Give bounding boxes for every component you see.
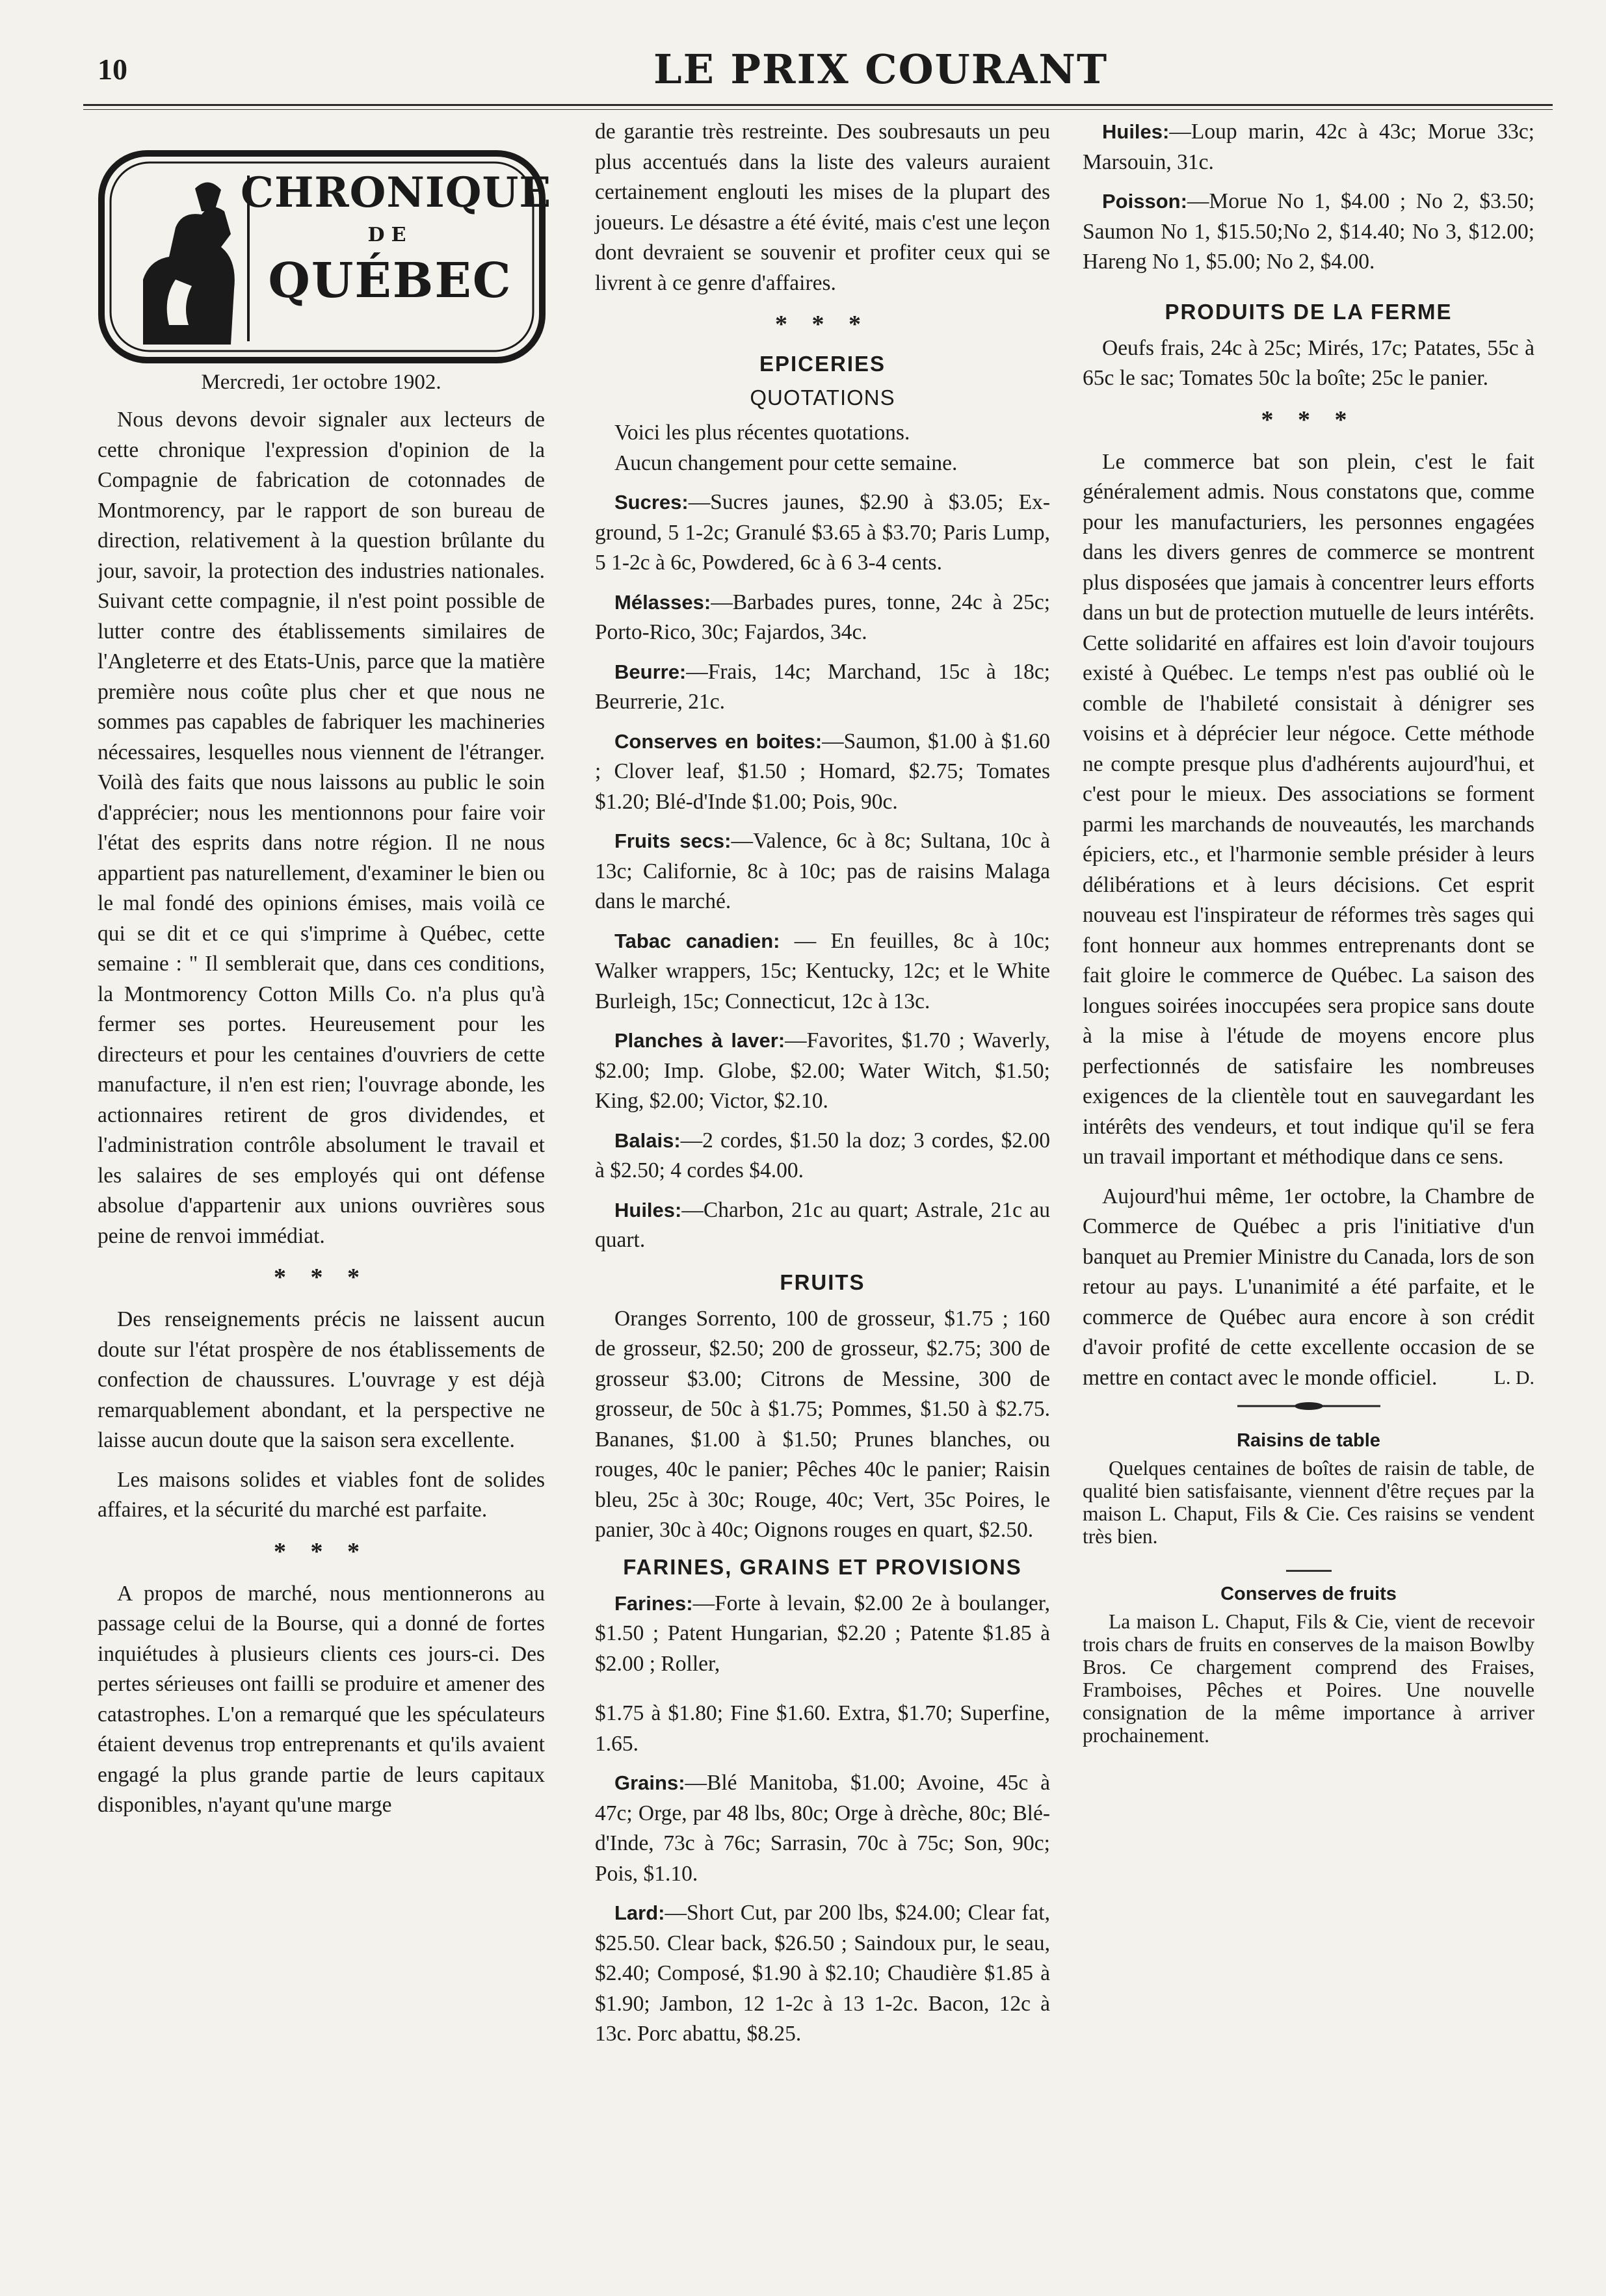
price-text: —Morue No 1, $4.00 ; No 2, $3.50; Saumon No 1, $15.50;No 2, $14.40; No 3, $12.00; Hareng No 1, $5.00; No 2, $4.00. — [1083, 189, 1534, 274]
price-text: —Frais, 14c; Marchand, 15c à 18c; Beurrerie, 21c. — [595, 659, 1050, 714]
paragraph: de garantie très restreinte. Des soubresauts un peu plus accentués dans la liste des valeurs auraient certainement englouti les mises de la plupart des joueurs. Le désastre a été évité, mais c'est une leçon dont devraient se souvenir et profiter ceux qui se livrent à ce genre d'affaires. — [595, 120, 1050, 295]
header-rule — [83, 104, 1553, 106]
price-label: Beurre: — [614, 660, 687, 683]
paragraph: Des renseignements précis ne laissent aucun doute sur l'état prospère de nos établissements de confection de chaussures. L'ouvrage y est déjà remarquablement abondant, et la perspective ne laisse aucun doute que la saison sera excellente. — [98, 1307, 545, 1452]
paragraph: Aujourd'hui même, 1er octobre, la Chambre de Commerce de Québec a pris l'initiative d'un banquet au Premier Ministre du Canada, lors de son retour au pays. L'unanimité a été parfaite, et le commerce de Québec aura encore à son crédit d'avoir profité de cette excellente occasion de se mettre en contact avec le monde officiel. — [1083, 1184, 1534, 1390]
logo-title-line2: DE — [367, 224, 413, 246]
price-entry — [595, 1898, 1050, 2050]
price-label: Huiles: — [614, 1198, 682, 1221]
price-text: —Forte à levain, $2.00 2e à boulanger, $1.50 ; Patent Hungarian, $2.20 ; Patente $1.85 à $2.00 ; Roller, — [595, 1591, 1050, 1676]
price-entry — [595, 657, 1050, 718]
column-3 — [1083, 117, 1534, 1756]
author-signature: L. D. — [1494, 1367, 1534, 1389]
paragraph: Le commerce bat son plein, c'est le fait généralement admis. Nous constatons que, comme pour les manufacturiers, les personnes engagées dans les divers genres de commerce se montrent plus disposées que jamais à concentrer leurs efforts dans un but de protection mutuelle de leurs intérêts. Cette solidarité en affaires est loin d'avoir toujours existé à Québec. Le temps n'est pas oublié où le comble de l'habileté consistait à dénigrer ses voisins et à déprécier leur négoce. Cette méthode ne compte presque plus d'adhérents aujourd'hui, et c'est pour le mieux. Des associations se forment parmi les marchands de nouveautés, les marchands épiciers, etc., et l'harmonie semble présider à leurs délibérations et à leurs décisions. Cet esprit nouveau est l'inspirateur de réformes très sages qui font honneur aux hommes entreprenants dont se fait gloire le commerce de Québec. La saison des longues soirées inoccupées sera propice sans doute à la mise à l'étude de moyens encore plus perfectionnés de satisfaire les nombreuses exigences de la clientèle tout en sauvegardant les intérêts des vendeurs, et tout indique qu'il se fera un travail important et méthodique dans ce sens. — [1083, 449, 1534, 1169]
price-text: —Favorites, $1.70 ; Waverly, $2.00; Imp. Globe, $2.00; Water Witch, $1.50; King, $2.00; Victor, $2.10. — [595, 1028, 1050, 1113]
price-label: Fruits secs: — [614, 829, 731, 852]
price-entry — [595, 488, 1050, 579]
fruits-heading: FRUITS — [780, 1270, 865, 1294]
logo-title-line1: CHRONIQUE — [241, 168, 552, 217]
logo-title — [241, 164, 552, 313]
price-entry — [595, 588, 1050, 648]
price-label: Sucres: — [614, 491, 689, 514]
header-rule-thin — [83, 109, 1553, 110]
price-label: Grains: — [614, 1771, 685, 1794]
price-entry — [595, 1195, 1050, 1256]
epiceries-heading: EPICERIES — [759, 352, 886, 376]
price-entry — [1083, 187, 1534, 278]
farines-heading: FARINES, GRAINS ET PROVISIONS — [623, 1554, 1022, 1579]
price-label: Poisson: — [1102, 190, 1187, 213]
price-text: —Blé Manitoba, $1.00; Avoine, 45c à 47c; Orge, par 48 lbs, 80c; Orge à drèche, 80c; Blé-d'Inde, 73c à 76c; Sarrasin, 70c à 75c; Son, 90c; Pois, $1.10. — [595, 1771, 1050, 1886]
price-label: Mélasses: — [614, 590, 711, 614]
price-entry — [595, 727, 1050, 818]
price-label: Lard: — [614, 1901, 665, 1924]
paragraph: Oranges Sorrento, 100 de grosseur, $1.75 ; 160 de grosseur, $2.50; 200 de grosseur, $2.75; 300 de grosseur $3.00; Citrons de Messine, 300 de grosseur, de 50c à $1.75; Pommes, $1.50 à $2.75. Bananes, $1.00 à $1.50; Prunes blanches, ou rouges, 40c le panier; Pêches 40c le panier; Raisin bleu, 25c à 30c; Rouge, 40c; Vert, 35c Poires, le panier, 30c à 40c; Oignons rouges en quart, $2.50. — [595, 1306, 1050, 1542]
paragraph: La maison L. Chaput, Fils & Cie, vient de recevoir trois chars de fruits en conserves de la maison Bowlby Bros. Ce chargement comprend des Fraises, Framboises, Pêches et Poires. Une nouvelle consignation de la même importance à arriver prochainement. — [1083, 1610, 1534, 1747]
paragraph: Quelques centaines de boîtes de raisin de table, de qualité bien satisfaisante, viennent d'être reçues par la maison L. Chaput, Fils & Cie. Ces raisins se vendent très bien. — [1083, 1457, 1534, 1548]
paragraph: A propos de marché, nous mentionnerons au passage celui de la Bourse, qui a donné de fortes inquiétudes à plusieurs clients ces jours-ci. Des pertes sérieuses ont failli se produire et amener des catastrophes. L'on a remarqué que les spéculateurs étaient devenus trop entreprenants et qu'ils avaient engagé la plus grande partie de leurs capitaux disponibles, n'ayant qu'une marge — [98, 1581, 545, 1817]
price-entry — [595, 1126, 1050, 1186]
price-text: —Barbades pures, tonne, 24c à 25c; Porto-Rico, 30c; Fajardos, 34c. — [595, 590, 1050, 644]
price-entry — [595, 1026, 1050, 1117]
paragraph: Oeufs frais, 24c à 25c; Mirés, 17c; Patates, 55c à 65c le sac; Tomates 50c la boîte; 25c le panier. — [1083, 335, 1534, 390]
section-separator: * * * — [775, 311, 870, 338]
raisins-heading: Raisins de table — [1237, 1430, 1380, 1451]
price-entry — [595, 1768, 1050, 1889]
price-label: Conserves en boites: — [614, 729, 823, 753]
price-label: Planches à laver: — [614, 1029, 785, 1052]
paragraph: Les maisons solides et viables font de solides affaires, et la sécurité du marché est parfaite. — [98, 1467, 545, 1522]
ornament-rule-icon — [1237, 1400, 1380, 1413]
price-label: Balais: — [614, 1128, 681, 1152]
price-entry — [595, 826, 1050, 917]
price-text: —Saumon, $1.00 à $1.60 ; Clover leaf, $1.50 ; Homard, $2.75; Tomates $1.20; Blé-d'Inde $1.00; Pois, 90c. — [595, 729, 1050, 814]
price-entry — [595, 926, 1050, 1017]
price-label: Tabac canadien: — [614, 929, 780, 952]
paragraph: Aucun changement pour cette semaine. — [614, 450, 958, 475]
section-separator: * * * — [274, 1264, 369, 1291]
price-entry-continued: $1.75 à $1.80; Fine $1.60. Extra, $1.70; Superfine, 1.65. — [595, 1701, 1050, 1756]
column-1 — [98, 117, 552, 1830]
short-rule — [1286, 1570, 1332, 1572]
section-separator: * * * — [1261, 406, 1356, 434]
logo-figure-icon — [143, 182, 235, 345]
article-date: Mercredi, 1er octobre 1902. — [201, 371, 441, 394]
section-separator: * * * — [274, 1537, 369, 1565]
price-text: —Loup marin, 42c à 43c; Morue 33c; Marsouin, 31c. — [1083, 120, 1534, 174]
price-text: —Valence, 6c à 8c; Sultana, 10c à 13c; Californie, 8c à 10c; pas de raisins Malaga dans le marché. — [595, 829, 1051, 913]
column-2 — [595, 117, 1050, 2059]
price-label: Farines: — [614, 1591, 693, 1615]
produits-ferme-heading: PRODUITS DE LA FERME — [1165, 299, 1453, 324]
paragraph: Nous devons devoir signaler aux lecteurs de cette chronique l'expression d'opinion de la Compagnie de fabrication de cotonnades de Montmorency, par le rapport de son bureau de direction, relativement à la question brûlante du jour, savoir, la protection des industries nationales. Suivant cette compagnie, il n'est point possible de lutter contre des établissements similaires de l'Angleterre et des Etats-Unis, parce que la matière première nous coûte plus cher et que nous ne sommes pas capables de fabriquer les machineries nécessaires, lesquelles nous viennent de l'étranger. Voilà des faits que nous laissons au public le soin d'apprécier; nous les mentionnons pour faire voir l'état des esprits dans notre région. Il ne nous appartient pas naturellement, d'examiner le bien ou le mal fondé des opinions émises, mais voilà ce qui se dit et ce qui s'imprime à Québec, cette semaine : " Il semblerait que, dans ces conditions, la Montmorency Cotton Mills Co. n'a plus qu'à fermer ses portes. Heureusement pour les directeurs et pour les centaines d'ouvriers de cette manufacture, il n'en est rien; l'ouvrage abonde, les actionnaires retirent de gros dividendes, et l'administration contrôle absolument le travail et les salaires de ses employés qui ont défense absolue d'appartenir aux unions ouvrières sous peine de renvoi immédiat. — [98, 408, 545, 1248]
price-text: — En feuilles, 8c à 10c; Walker wrappers, 15c; Kentucky, 12c; et le White Burleigh, 15c; Connecticut, 12c à 13c. — [595, 928, 1050, 1013]
price-text: —Charbon, 21c au quart; Astrale, 21c au quart. — [595, 1197, 1050, 1252]
price-entry — [595, 1589, 1050, 1680]
paragraph: Voici les plus récentes quotations. — [614, 421, 910, 445]
price-text: —2 cordes, $1.50 la doz; 3 cordes, $2.00 à $2.50; 4 cordes $4.00. — [595, 1128, 1050, 1182]
page-number: 10 — [98, 53, 127, 86]
quotations-heading: QUOTATIONS — [750, 385, 895, 410]
conserves-heading: Conserves de fruits — [1220, 1584, 1397, 1604]
price-text: —Sucres jaunes, $2.90 à $3.05; Ex-ground, 5 1-2c; Granulé $3.65 à $3.70; Paris Lump, 5 1-2c à 6c, Powdered, 6c à 6 3-4 cents. — [595, 490, 1050, 575]
price-entry — [1083, 117, 1534, 177]
price-text: —Short Cut, par 200 lbs, $24.00; Clear fat, $25.50. Clear back, $26.50 ; Saindoux pur, le seau, $2.40; Composé, $1.90 à $2.10; Chaudière $1.85 à $1.90; Jambon, 12 1-2c à 13 1-2c. Bacon, 12c à 13c. Porc abattu, $8.25. — [595, 1901, 1050, 2046]
ornament-divider — [1083, 1400, 1534, 1416]
logo-title-line3: QUÉBEC — [268, 253, 512, 309]
price-label: Huiles: — [1102, 120, 1170, 143]
chronique-logo — [98, 150, 552, 364]
masthead-title: LE PRIX COURANT — [653, 46, 1109, 93]
